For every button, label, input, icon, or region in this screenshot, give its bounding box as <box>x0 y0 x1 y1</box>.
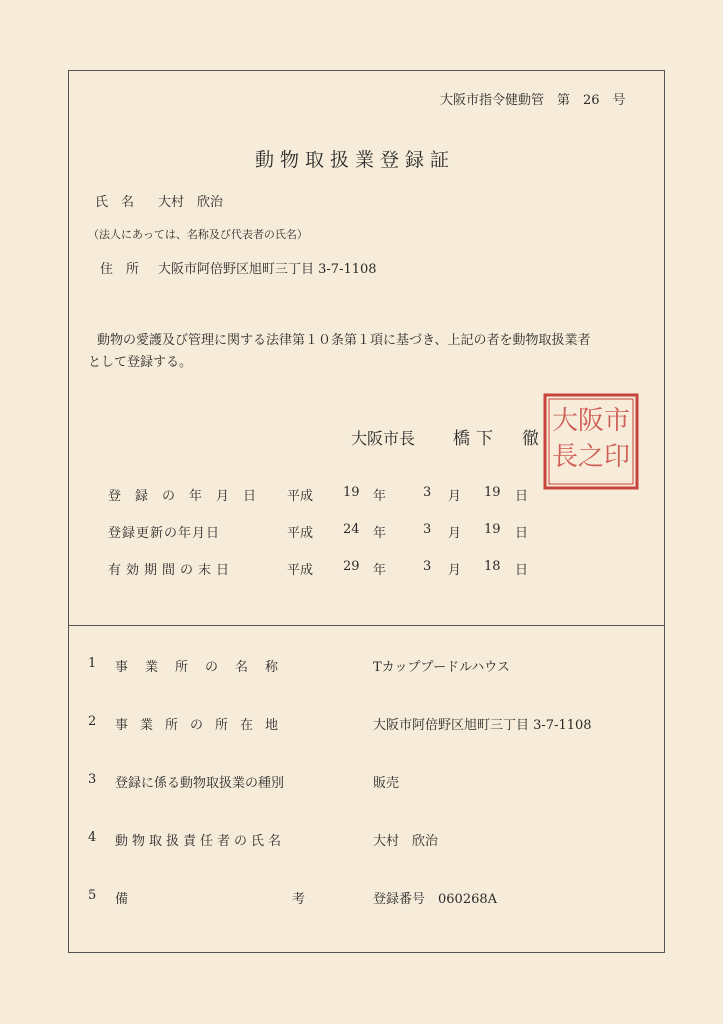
unit-year: 年 <box>373 489 387 504</box>
address-label: 住 所 <box>100 262 140 277</box>
unit-year: 年 <box>373 526 387 541</box>
registration-date-label: 登録の年月日 <box>108 489 271 504</box>
business-address-value: 大阪市阿倍野区旭町三丁目 3-7-1108 <box>373 718 592 733</box>
name-label: 氏 名 <box>95 195 135 210</box>
detail-number: 1 <box>88 656 97 671</box>
expiry-date-month: 3 <box>423 559 432 574</box>
unit-month: 月 <box>448 489 462 504</box>
detail-number: 3 <box>88 772 97 787</box>
remarks-value: 登録番号 060268A <box>373 892 498 907</box>
svg-text:長之印: 長之印 <box>551 442 631 472</box>
renewal-date-day: 19 <box>484 522 501 537</box>
detail-number: 5 <box>88 888 97 903</box>
expiry-date-era: 平成 <box>287 563 314 578</box>
registration-date-day: 19 <box>484 485 501 500</box>
unit-month: 月 <box>448 563 462 578</box>
mayor-name: 橋下 徹 <box>453 429 545 449</box>
registration-date-month: 3 <box>423 485 432 500</box>
unit-year: 年 <box>373 563 387 578</box>
remarks-label-b: 考 <box>292 892 306 907</box>
unit-day: 日 <box>515 489 529 504</box>
body-text-line2: として登録する。 <box>88 355 193 370</box>
unit-month: 月 <box>448 526 462 541</box>
section-divider <box>68 625 665 626</box>
body-text-line1: 動物の愛護及び管理に関する法律第１０条第１項に基づき、上記の者を動物取扱業者 <box>97 333 591 348</box>
registration-date-year: 19 <box>343 485 360 500</box>
business-name-value: Tカッププードルハウス <box>373 660 510 675</box>
renewal-date-era: 平成 <box>287 526 314 541</box>
document-number: 大阪市指令健動管 第 26 号 <box>440 93 626 108</box>
business-name-label: 事業所の名称 <box>115 660 296 675</box>
renewal-date-year: 24 <box>343 522 360 537</box>
renewal-date-label: 登録更新の年月日 <box>108 526 221 541</box>
expiry-date-label: 有効期間の末日 <box>108 563 235 578</box>
renewal-date-month: 3 <box>423 522 432 537</box>
unit-day: 日 <box>515 526 529 541</box>
remarks-label-a: 備 <box>115 892 129 907</box>
business-type-value: 販売 <box>373 776 400 791</box>
registration-date-era: 平成 <box>287 489 314 504</box>
business-type-label: 登録に係る動物取扱業の種別 <box>115 776 285 791</box>
name-value: 大村 欣治 <box>158 195 224 210</box>
expiry-date-year: 29 <box>343 559 360 574</box>
svg-text:大阪市: 大阪市 <box>551 406 631 436</box>
corporate-note: （法人にあっては、名称及び代表者の氏名） <box>88 228 308 241</box>
official-seal <box>543 393 639 490</box>
address-value: 大阪市阿倍野区旭町三丁目 3-7-1108 <box>158 262 377 277</box>
business-address-label: 事業所の所在地 <box>115 718 291 733</box>
detail-number: 2 <box>88 714 97 729</box>
manager-name-label: 動物取扱責任者の氏名 <box>115 834 286 849</box>
detail-number: 4 <box>88 830 97 845</box>
manager-name-value: 大村 欣治 <box>373 834 439 849</box>
mayor-title: 大阪市長 <box>351 429 416 448</box>
expiry-date-day: 18 <box>484 559 501 574</box>
document-title: 動物取扱業登録証 <box>255 149 456 171</box>
unit-day: 日 <box>515 563 529 578</box>
